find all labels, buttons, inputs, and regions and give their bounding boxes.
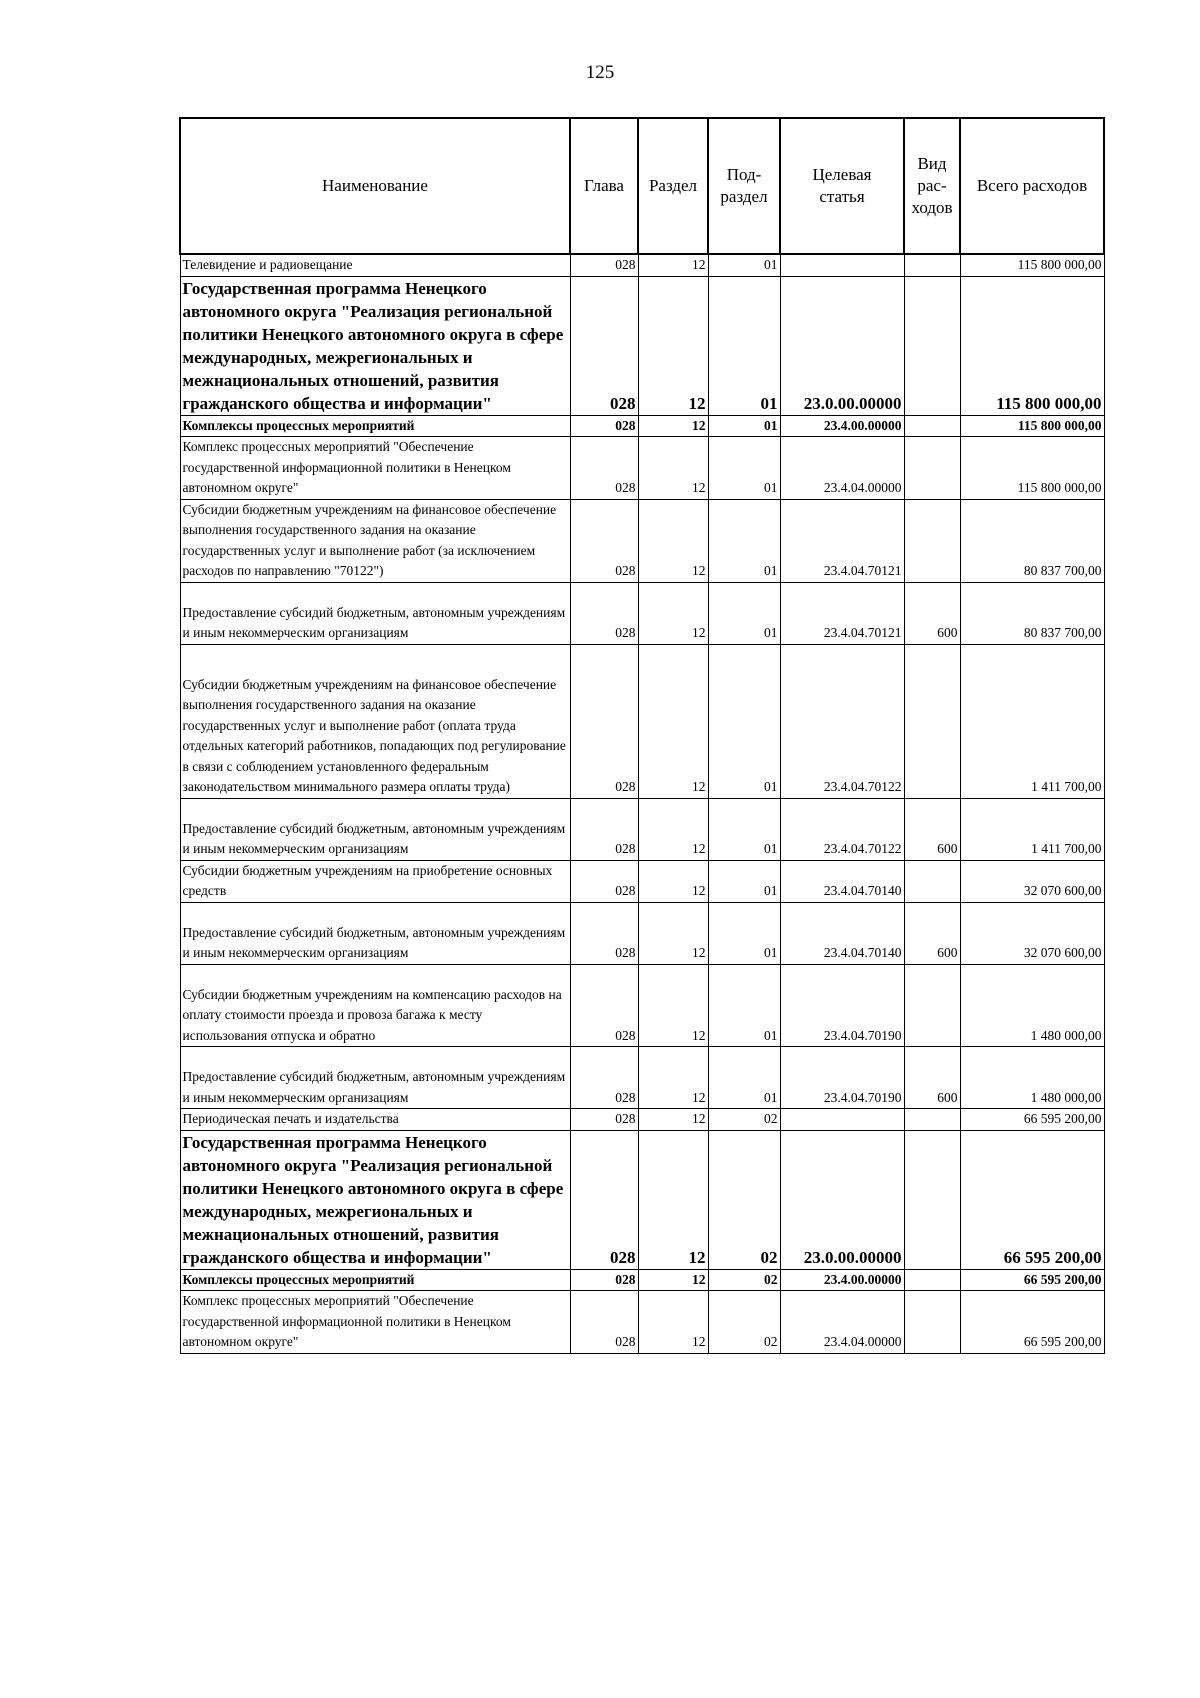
cell-subsection: 01 (708, 254, 780, 276)
cell-chapter: 028 (570, 1130, 638, 1269)
cell-type (904, 1109, 960, 1131)
cell-total: 80 837 700,00 (960, 582, 1104, 644)
cell-name: Телевидение и радиовещание (180, 254, 570, 276)
table-row (180, 582, 1104, 644)
cell-chapter: 028 (570, 415, 638, 437)
cell-chapter: 028 (570, 1109, 638, 1131)
table-row (180, 437, 1104, 500)
cell-name: Периодическая печать и издательства (180, 1109, 570, 1131)
table-row (180, 902, 1104, 964)
cell-total: 115 800 000,00 (960, 415, 1104, 437)
cell-chapter: 028 (570, 1269, 638, 1291)
cell-subsection: 01 (708, 644, 780, 798)
cell-subsection: 01 (708, 798, 780, 860)
table-row (180, 1291, 1104, 1354)
cell-target: 23.4.04.70140 (780, 860, 904, 902)
cell-type: 600 (904, 798, 960, 860)
cell-target: 23.0.00.00000 (780, 276, 904, 415)
cell-chapter: 028 (570, 254, 638, 276)
cell-chapter: 028 (570, 860, 638, 902)
cell-section: 12 (638, 1047, 708, 1109)
table-row (180, 860, 1104, 902)
cell-total: 66 595 200,00 (960, 1269, 1104, 1291)
table-row (180, 1130, 1104, 1269)
cell-name: Комплекс процессных мероприятий "Обеспечение государственной информационной политики в Ненецком автономном округе" (180, 1291, 570, 1354)
header-subsection: Под- раздел (708, 118, 780, 254)
cell-type (904, 276, 960, 415)
header-total: Всего расходов (960, 118, 1104, 254)
table-row (180, 1109, 1104, 1131)
cell-chapter: 028 (570, 1047, 638, 1109)
cell-total: 80 837 700,00 (960, 499, 1104, 582)
cell-name: Субсидии бюджетным учреждениям на финансовое обеспечение выполнения государственного задания на оказание государственных услуг и выполнение работ (оплата труда отдельных категорий работников, попадающих под регулирование в связи с соблюдением установленного федеральным законодательством минимального размера оплаты труда) (180, 644, 570, 798)
cell-subsection: 01 (708, 1047, 780, 1109)
cell-type (904, 499, 960, 582)
cell-chapter: 028 (570, 964, 638, 1047)
cell-subsection: 02 (708, 1130, 780, 1269)
cell-subsection: 02 (708, 1109, 780, 1131)
cell-type (904, 437, 960, 500)
cell-section: 12 (638, 437, 708, 500)
cell-name: Предоставление субсидий бюджетным, автономным учреждениям и иным некоммерческим организациям (180, 1047, 570, 1109)
cell-type (904, 1269, 960, 1291)
cell-name: Государственная программа Ненецкого автономного округа "Реализация региональной политики Ненецкого автономного округа в сфере международных, межрегиональных и межнациональных отношений, развития гражданского общества и информации" (180, 1130, 570, 1269)
header-chapter: Глава (570, 118, 638, 254)
cell-total: 66 595 200,00 (960, 1130, 1104, 1269)
header-type: Вид рас- ходов (904, 118, 960, 254)
cell-total: 115 800 000,00 (960, 437, 1104, 500)
table-row (180, 644, 1104, 798)
cell-name: Субсидии бюджетным учреждениям на приобретение основных средств (180, 860, 570, 902)
cell-subsection: 01 (708, 860, 780, 902)
cell-total: 32 070 600,00 (960, 860, 1104, 902)
cell-target: 23.4.04.70122 (780, 798, 904, 860)
cell-section: 12 (638, 644, 708, 798)
cell-type: 600 (904, 1047, 960, 1109)
cell-subsection: 01 (708, 415, 780, 437)
cell-section: 12 (638, 860, 708, 902)
cell-type (904, 1130, 960, 1269)
cell-name: Государственная программа Ненецкого автономного округа "Реализация региональной политики Ненецкого автономного округа в сфере международных, межрегиональных и межнациональных отношений, развития гражданского общества и информации" (180, 276, 570, 415)
table-row (180, 1269, 1104, 1291)
cell-type (904, 644, 960, 798)
cell-target: 23.4.04.70121 (780, 499, 904, 582)
cell-subsection: 01 (708, 964, 780, 1047)
cell-target: 23.4.04.70121 (780, 582, 904, 644)
cell-total: 1 411 700,00 (960, 644, 1104, 798)
cell-total: 1 411 700,00 (960, 798, 1104, 860)
cell-section: 12 (638, 1130, 708, 1269)
cell-total: 1 480 000,00 (960, 1047, 1104, 1109)
table-header (180, 118, 1104, 254)
cell-type (904, 1291, 960, 1354)
table-row (180, 499, 1104, 582)
budget-table (179, 117, 1105, 1354)
cell-subsection: 01 (708, 582, 780, 644)
cell-target: 23.4.00.00000 (780, 1269, 904, 1291)
cell-target: 23.4.04.70190 (780, 964, 904, 1047)
table-row (180, 798, 1104, 860)
cell-type: 600 (904, 582, 960, 644)
cell-section: 12 (638, 276, 708, 415)
cell-total: 32 070 600,00 (960, 902, 1104, 964)
cell-subsection: 01 (708, 437, 780, 500)
cell-type (904, 860, 960, 902)
cell-target: 23.4.04.70122 (780, 644, 904, 798)
page-number: 125 (585, 62, 615, 83)
cell-chapter: 028 (570, 798, 638, 860)
cell-chapter: 028 (570, 902, 638, 964)
cell-chapter: 028 (570, 437, 638, 500)
cell-total: 115 800 000,00 (960, 276, 1104, 415)
cell-name: Комплекс процессных мероприятий "Обеспечение государственной информационной политики в Ненецком автономном округе" (180, 437, 570, 500)
cell-section: 12 (638, 1291, 708, 1354)
cell-chapter: 028 (570, 499, 638, 582)
cell-target (780, 254, 904, 276)
cell-chapter: 028 (570, 582, 638, 644)
cell-subsection: 01 (708, 902, 780, 964)
cell-subsection: 02 (708, 1291, 780, 1354)
cell-type (904, 415, 960, 437)
cell-name: Субсидии бюджетным учреждениям на компенсацию расходов на оплату стоимости проезда и провоза багажа к месту использования отпуска и обратно (180, 964, 570, 1047)
cell-target: 23.4.04.70140 (780, 902, 904, 964)
cell-total: 115 800 000,00 (960, 254, 1104, 276)
cell-subsection: 01 (708, 276, 780, 415)
cell-target: 23.4.04.00000 (780, 437, 904, 500)
cell-section: 12 (638, 798, 708, 860)
table-row (180, 415, 1104, 437)
cell-total: 66 595 200,00 (960, 1109, 1104, 1131)
cell-type (904, 964, 960, 1047)
cell-section: 12 (638, 415, 708, 437)
cell-section: 12 (638, 1109, 708, 1131)
cell-section: 12 (638, 582, 708, 644)
cell-chapter: 028 (570, 276, 638, 415)
cell-total: 1 480 000,00 (960, 964, 1104, 1047)
cell-name: Комплексы процессных мероприятий (180, 1269, 570, 1291)
cell-type (904, 254, 960, 276)
cell-type: 600 (904, 902, 960, 964)
header-target: Целевая статья (780, 118, 904, 254)
header-name: Наименование (180, 118, 570, 254)
header-section: Раздел (638, 118, 708, 254)
table-body (180, 254, 1104, 1353)
cell-section: 12 (638, 902, 708, 964)
cell-chapter: 028 (570, 644, 638, 798)
cell-section: 12 (638, 499, 708, 582)
cell-subsection: 01 (708, 499, 780, 582)
table-row (180, 964, 1104, 1047)
cell-target: 23.4.00.00000 (780, 415, 904, 437)
cell-subsection: 02 (708, 1269, 780, 1291)
table-row (180, 276, 1104, 415)
cell-section: 12 (638, 1269, 708, 1291)
cell-name: Предоставление субсидий бюджетным, автономным учреждениям и иным некоммерческим организациям (180, 798, 570, 860)
cell-section: 12 (638, 964, 708, 1047)
table-row (180, 254, 1104, 276)
cell-name: Предоставление субсидий бюджетным, автономным учреждениям и иным некоммерческим организациям (180, 902, 570, 964)
cell-target: 23.4.04.00000 (780, 1291, 904, 1354)
cell-name: Предоставление субсидий бюджетным, автономным учреждениям и иным некоммерческим организациям (180, 582, 570, 644)
cell-chapter: 028 (570, 1291, 638, 1354)
cell-target: 23.4.04.70190 (780, 1047, 904, 1109)
cell-name: Субсидии бюджетным учреждениям на финансовое обеспечение выполнения государственного задания на оказание государственных услуг и выполнение работ (за исключением расходов по направлению "70122") (180, 499, 570, 582)
table-row (180, 1047, 1104, 1109)
cell-target: 23.0.00.00000 (780, 1130, 904, 1269)
cell-total: 66 595 200,00 (960, 1291, 1104, 1354)
cell-name: Комплексы процессных мероприятий (180, 415, 570, 437)
cell-target (780, 1109, 904, 1131)
cell-section: 12 (638, 254, 708, 276)
